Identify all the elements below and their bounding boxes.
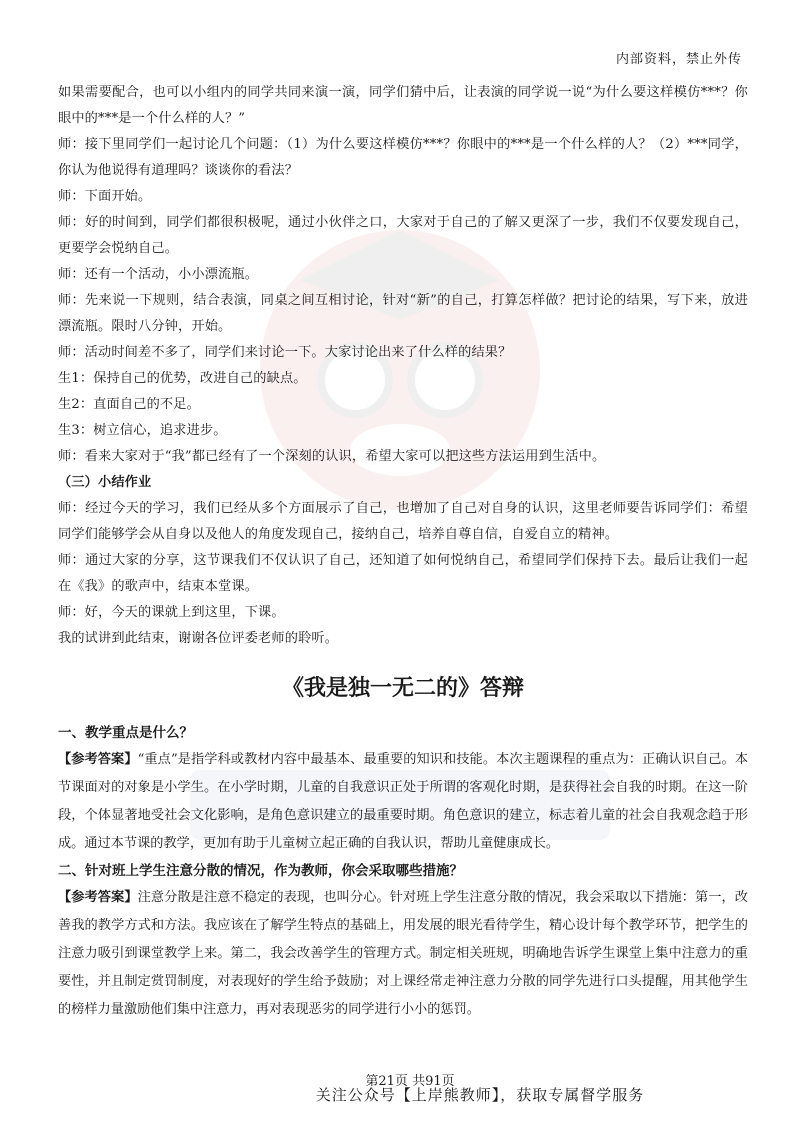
answer-tag: 【参考答案】 [58,890,138,905]
body-paragraph: 师：下面开始。 [58,189,152,204]
summary-paragraph: 我的试讲到此结束，谢谢各位评委老师的聆听。 [58,631,339,646]
section-heading: （三）小结作业 [58,475,152,490]
page-number: 第21页 共91页 [365,1074,455,1089]
body-paragraph: 师：先来说一下规则，结合表演，同桌之间互相讨论，针对“新”的自己，打算怎样做？把讨论的结果，写下来，放进漂流瓶。限时八分钟，开始。 [58,293,748,334]
page-content [58,80,748,1024]
body-paragraph: 师：接下里同学们一起讨论几个问题：（1）为什么要这样模仿***？你眼中的***是一个什么样的人？（2）***同学，你认为他说得有道理吗？谈谈你的看法？ [58,137,748,178]
summary-paragraph: 师：好，今天的课就上到这里，下课。 [58,605,285,620]
answer-text: 注意分散是注意不稳定的表现，也叫分心。针对班上学生注意分散的情况，我会采取以下措施：第一，改善我的教学方式和方法。我应该在了解学生特点的基础上，用发展的眼光看待学生，精心设计每个教学环节，把学生的注意力吸引到课堂教学上来。第二，我会改善学生的管理方式。制定相关班规，明确地告诉学生课堂上集中注意力的重要性，并且制定赏罚制度，对表现好的学生给予鼓励；对上课经常走神注意力分散的同学先进行口头提醒，用其他学生的榜样力量激励他们集中注意力，再对表现恶劣的同学进行小小的惩罚。 [58,890,748,1017]
body-paragraph: 生1：保持自己的优势，改进自己的缺点。 [58,371,307,386]
body-paragraph: 师：看来大家对于“我”都已经有了一个深刻的认识，希望大家可以把这些方法运用到生活中。 [58,449,606,464]
question-heading: 一、教学重点是什么？ [58,725,193,741]
body-paragraph: 师：活动时间差不多了，同学们来讨论一下。大家讨论出来了什么样的结果？ [58,345,512,360]
answer-paragraph [58,746,748,858]
body-paragraph: 如果需要配合，也可以小组内的同学共同来演一演，同学们猜中后，让表演的同学说一说“为什么要这样模仿***？你眼中的***是一个什么样的人？” [58,85,748,126]
body-paragraph: 师：好的时间到，同学们都很积极呢，通过小伙伴之口，大家对于自己的了解又更深了一步，我们不仅要发现自己，更要学会悦纳自己。 [58,215,748,256]
summary-paragraph: 师：经过今天的学习，我们已经从多个方面展示了自己，也增加了自己对自身的认识，这里老师要告诉同学们：希望同学们能够学会从自身以及他人的角度发现自己，接纳自己，培养自尊自信，自爱自立的精神。 [58,501,748,542]
footer-promo: 关注公众号【上岸熊教师】，获取专属督学服务 [315,1086,645,1104]
answer-tag: 【参考答案】 [58,752,138,767]
body-paragraph: 生3：树立信心，追求进步。 [58,423,227,438]
question-heading: 二、针对班上学生注意分散的情况，作为教师，你会采取哪些措施？ [58,863,463,879]
summary-paragraph: 师：通过大家的分享，这节课我们不仅认识了自己，还知道了如何悦纳自己，希望同学们保持下去。最后让我们一起在《我》的歌声中，结束本堂课。 [58,553,748,594]
defense-title: 《我是独一无二的》答辩 [281,675,524,701]
body-paragraph: 生2：直面自己的不足。 [58,397,200,412]
body-paragraph: 师：还有一个活动，小小漂流瓶。 [58,267,259,282]
answer-text: “重点”是指学科或教材内容中最基本、最重要的知识和技能。本次主题课程的重点为：正确认识自己。本节课面对的对象是小学生。在小学时期，儿童的自我意识正处于所谓的客观化时期，是获得社会自我的时期。在这一阶段，个体显著地受社会文化影响，是角色意识建立的最重要时期。角色意识的建立，标志着儿童的社会自我观念趋于形成。通过本节课的教学，更加有助于儿童树立起正确的自我认识，帮助儿童健康成长。 [58,752,749,851]
confidential-note: 内部资料，禁止外传 [615,52,742,67]
answer-paragraph [58,884,748,1024]
